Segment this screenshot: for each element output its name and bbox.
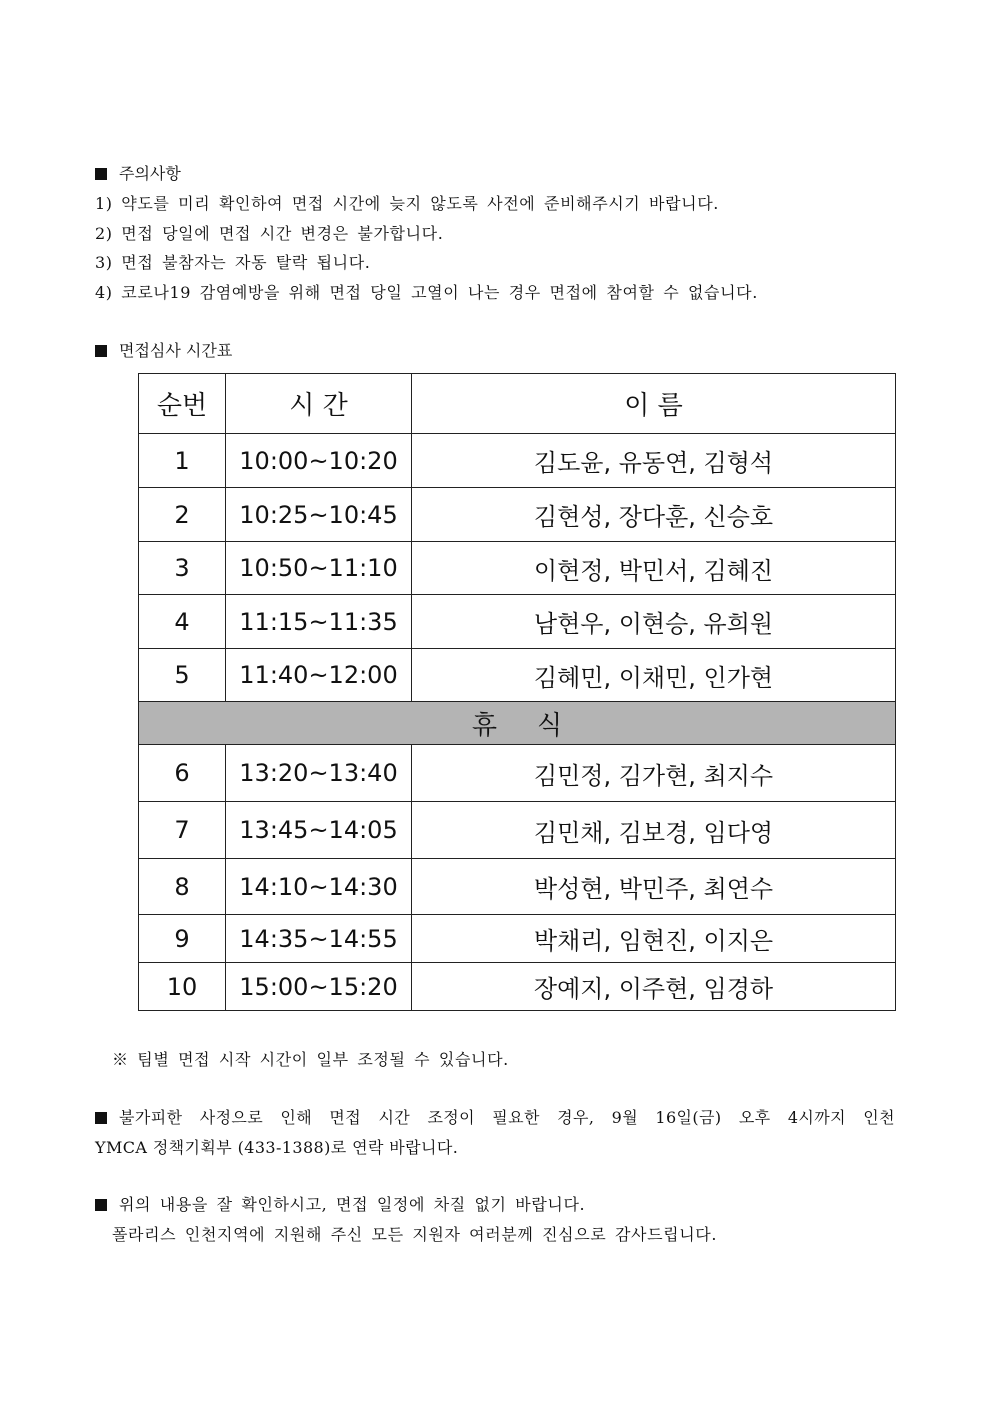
row-time: 14:35~14:55: [226, 915, 412, 963]
square-bullet-icon: [95, 1112, 107, 1124]
row-names: 남현우, 이현승, 유희원: [412, 595, 896, 649]
row-time: 10:50~11:10: [226, 542, 412, 595]
table-row: [139, 745, 896, 802]
row-no: 3: [139, 542, 226, 595]
table-row: [139, 434, 896, 488]
row-no: 1: [139, 434, 226, 488]
adjustment-text-1: 불가피한 사정으로 인해 면접 시간 조정이 필요한 경우, 9월 16일(금) 오후 4시까지 인천: [119, 1108, 895, 1127]
row-names: 김혜민, 이채민, 인가현: [412, 649, 896, 702]
row-names: 이현정, 박민서, 김혜진: [412, 542, 896, 595]
schedule-title: 면접심사 시간표: [119, 341, 233, 360]
row-names: 김민채, 김보경, 임다영: [412, 802, 896, 859]
row-no: 8: [139, 859, 226, 915]
schedule-table: [138, 373, 896, 1011]
row-time: 15:00~15:20: [226, 963, 412, 1011]
row-names: 김민정, 김가현, 최지수: [412, 745, 896, 802]
table-row: [139, 963, 896, 1011]
schedule-footnote: ※ 팀별 면접 시작 시간이 일부 조정될 수 있습니다.: [112, 1050, 509, 1069]
break-row: [139, 702, 896, 745]
table-row: [139, 802, 896, 859]
table-row: [139, 542, 896, 595]
adjustment-paragraph: [95, 1103, 895, 1163]
square-bullet-icon: [95, 168, 107, 180]
header-no: 순번: [139, 374, 226, 434]
notice-item: 3) 면접 불참자는 자동 탈락 됩니다.: [95, 253, 371, 272]
row-time: 10:00~10:20: [226, 434, 412, 488]
table-row: [139, 595, 896, 649]
row-names: 김현성, 장다훈, 신승호: [412, 488, 896, 542]
table-row: [139, 488, 896, 542]
schedule-heading: [95, 340, 232, 362]
row-no: 10: [139, 963, 226, 1011]
notice-heading: [95, 163, 181, 185]
square-bullet-icon: [95, 1199, 107, 1211]
closing-text-1: 위의 내용을 잘 확인하시고, 면접 일정에 차질 없기 바랍니다.: [119, 1195, 586, 1214]
closing-line-2: 폴라리스 인천지역에 지원해 주신 모든 지원자 여러분께 진심으로 감사드립니다.: [112, 1225, 718, 1244]
adjustment-line-2: YMCA 정책기획부 (433-1388)로 연락 바랍니다.: [95, 1138, 459, 1157]
row-time: 11:15~11:35: [226, 595, 412, 649]
header-names: 이 름: [412, 374, 896, 434]
break-label: 휴식: [139, 702, 896, 745]
table-row: [139, 649, 896, 702]
square-bullet-icon: [95, 345, 107, 357]
header-time: 시 간: [226, 374, 412, 434]
row-no: 6: [139, 745, 226, 802]
adjustment-line-1: [95, 1103, 895, 1133]
row-time: 13:45~14:05: [226, 802, 412, 859]
notice-title: 주의사항: [119, 164, 181, 183]
row-time: 11:40~12:00: [226, 649, 412, 702]
row-no: 9: [139, 915, 226, 963]
row-no: 5: [139, 649, 226, 702]
row-names: 장예지, 이주현, 임경하: [412, 963, 896, 1011]
row-no: 4: [139, 595, 226, 649]
notice-item: 4) 코로나19 감염예방을 위해 면접 당일 고열이 나는 경우 면접에 참여할 수 없습니다.: [95, 283, 758, 302]
table-row: [139, 915, 896, 963]
table-row: [139, 859, 896, 915]
row-names: 박성현, 박민주, 최연수: [412, 859, 896, 915]
row-no: 2: [139, 488, 226, 542]
notice-item: 2) 면접 당일에 면접 시간 변경은 불가합니다.: [95, 224, 444, 243]
row-time: 14:10~14:30: [226, 859, 412, 915]
row-names: 박채리, 임현진, 이지은: [412, 915, 896, 963]
row-no: 7: [139, 802, 226, 859]
closing-line-1: [95, 1194, 585, 1216]
row-names: 김도윤, 유동연, 김형석: [412, 434, 896, 488]
table-header-row: [139, 374, 896, 434]
notice-item: 1) 약도를 미리 확인하여 면접 시간에 늦지 않도록 사전에 준비해주시기 바랍니다.: [95, 194, 719, 213]
row-time: 10:25~10:45: [226, 488, 412, 542]
row-time: 13:20~13:40: [226, 745, 412, 802]
